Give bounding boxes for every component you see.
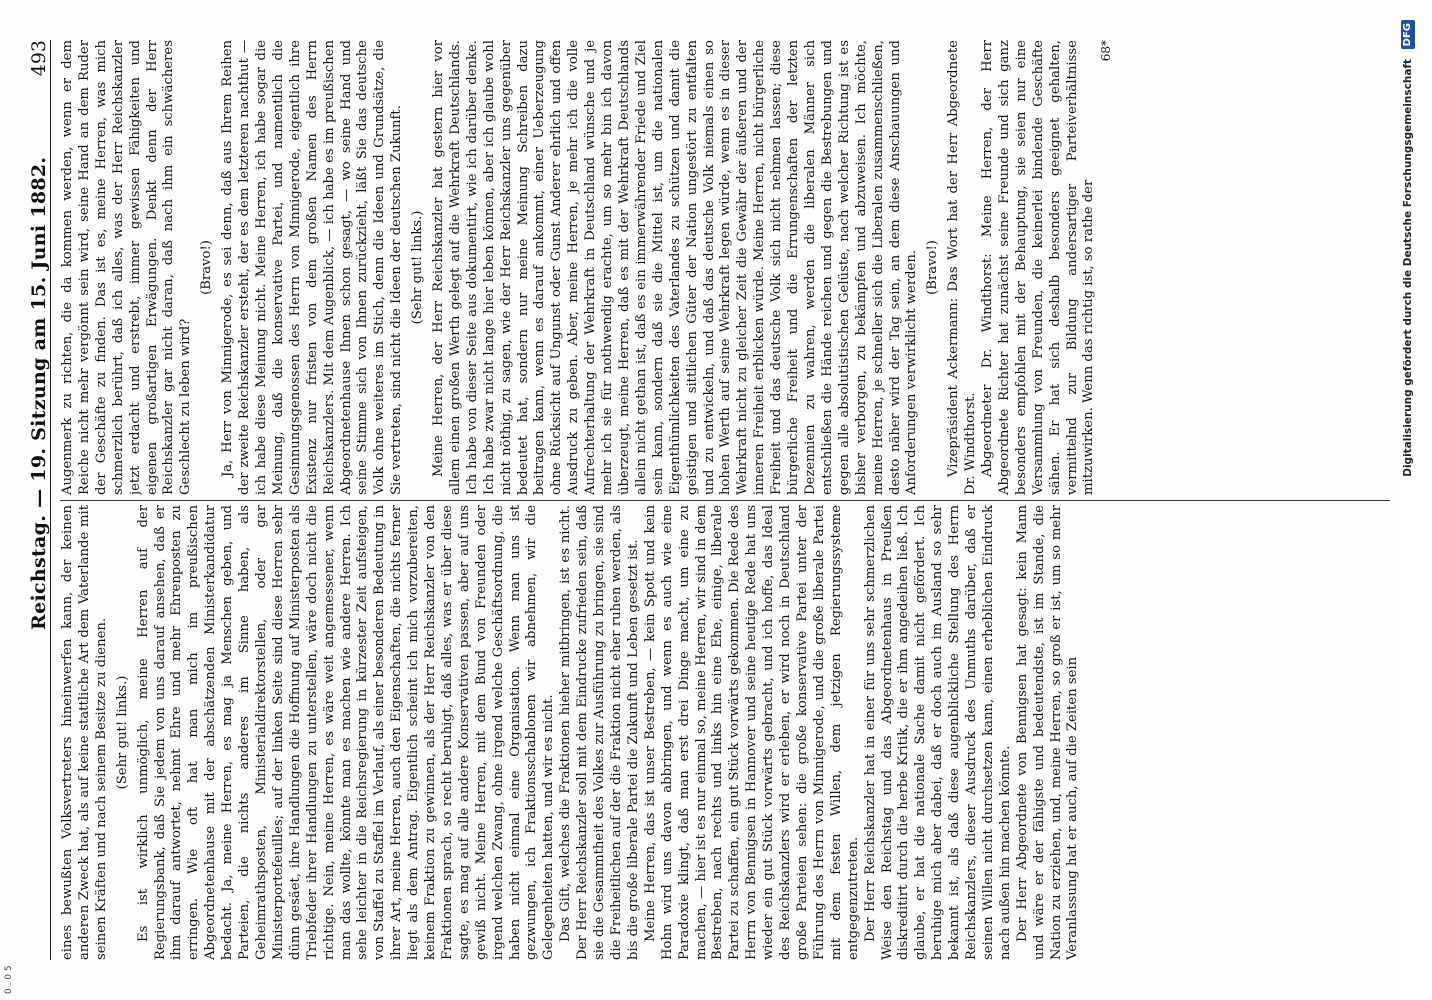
- text-columns: [60, 40, 1390, 960]
- dfg-credit-label: Digitalisierung gefördert durch die Deutsche Forschungsgemeinschaft: [1402, 59, 1414, 477]
- paragraph: Meine Herren, das ist unser Bestreben, — kein Spott und kein Hohn wird uns davon abbringen, und wenn es auch wie eine Paradoxie klingt, daß man erst drei Dinge macht, um eine zu machen, — hier ist es nur einmal so, meine Herren, wir sind in dem Bestreben, nach rechts und links hin eine Ehe, einige, liberale Partei zu schaffen, ein gut Stück vorwärts gekommen. Die Rede des Herrn von Bennigsen in Hannover und seine heutige Rede hat uns wieder ein gut Stück vorwärts gebracht, und ich hoffe, das Ideal des Reichskanzlers wird er erleben, er wird noch in Deutschland große Parteien sehen: die große konservative Partei unter der Führung des Herrn von Minnigerode, und die große liberale Partei mit dem festen Willen, dem jetzigen Regierungssysteme entgegenzutreten.: [642, 505, 861, 960]
- speaker-paragraph: Vizepräsident Ackermann: Das Wort hat der Herr Abgeordnete Dr. Windthorst.: [946, 40, 979, 495]
- sheet-marker: 68*: [1099, 40, 1114, 62]
- dfg-logo: DFG: [1401, 20, 1415, 49]
- page-header: [28, 40, 51, 960]
- paragraph: Das Gift, welches die Fraktionen hieher mitbringen, ist es nicht. Der Herr Reichskanzler soll mit dem Eindrucke zufrieden sein, daß sie die Gesammtheit des Volkes zur Ausführung zu bringen, sie sind die Freiheitlichen auf der die Fraktion nicht eher ruhen werden, als bis die große liberale Partei die Zukunft und Leben gesetzt ist.: [558, 505, 641, 960]
- paragraph: Meine Herren, der Herr Reichskanzler hat gestern hier vor allem einen großen Werth gelegt auf die Wehrkraft Deutschlands. Ich habe von dieser Seite aus dokumentirt, wie ich darüber denke. Ich habe zwar nicht lange hier leben können, aber ich glaube wohl nicht nöthig, zu sagen, wie der Herr Reichskanzler uns gegenüber bedeutet hat, sondern nur meine Meinung Schreiben dazu beitragen kann, wenn es darauf ankommt, einer Ueberzeugung ohne Rücksicht auf Ungunst oder Gunst Anderer ehrlich und offen Ausdruck zu geben. Aber, meine Herren, je mehr ich die volle Aufrechterhaltung der Wehrkraft in Deutschland wünsche und je mehr ich sie für nothwendig erachte, um so mehr bin ich davon überzeugt, meine Herren, daß es mit der Wehrkraft Deutschlands allein nicht gethan ist, daß es ein immerwährender Friede und Ziel sein kann, sondern daß sie die Mittel ist, um die nationalen Eigenthümlichkeiten des Vaterlandes zu schützen und damit die geistigen und sittlichen Güter der Nation ungestört zu entfalten und zu entwickeln, und daß das deutsche Volk niemals einen so hohen Werth auf seine Wehrkraft legen würde, wenn es in dieser Wehrkraft nicht zu gleicher Zeit die Gewähr der äußeren und der inneren Freiheit erblicken würde. Meine Herren, nicht bürgerliche Freiheit und das deutsche Volk sich nicht nehmen lassen; diese bürgerliche Freiheit und die Errungenschaften der letzten Dezennien zu wahren, werden die liberalen Männer sich entschließen die Hände reichen und gegen die Bestrebungen und gegen alle absolutistischen Gelüste, nach welcher Richtung ist es bisher verborgen, zu bekämpfen und abzuweisen. Ich möchte, meine Herren, je schneller sich die Liberalen zusammenschließen, desto näher wird der Tag sein, an dem diese Anschauungen und Anforderungen verwirklicht werden.: [431, 40, 920, 495]
- corner-mark: 0 . 0 5: [4, 965, 14, 994]
- paragraph: Augenmerk zu richten, die da kommen werden, wenn er dem Reiche nicht mehr vergönnt sein wird, seine Hand an dem Ruder der Geschäfte zu finden. Das ist es, meine Herren, was mich schmerzlich berührt, daß ich alles, was der Herr Reichskanzler jetzt erdacht und erstrebt, immer gewissen Fähigkeiten und eigenen großartigen Erwägungen. Denkt denn der Herr Reichskanzler gar nicht daran, daß nach ihm ein schwächeres Geschlecht zu leben wird?: [60, 40, 194, 495]
- paragraph: Es ist wirklich unmöglich, meine Herren auf der Regierungsbank, daß Sie jedem von uns darauf ansehen, daß er ihm darauf antwortet, nehmt Ehre und mehr Ehrenposten zu erringen. Wie oft hat man mich im preußischen Abgeordnetenhause mit der abschätzenden Ministerkandidatur bedacht. Ja, meine Herren, es mag ja Menschen geben, und Parteien, die nichts anderes im Sinne haben, als Geheimrathsposten, Ministerialdirektorstellen, oder gar Ministerportefeuilles; auf der linken Seite sind diese Herren sehr dünn gesäet, ihre Handlungen die Hoffnung auf Ministerposten als Triebfeder ihrer Handlungen zu unterstellen, wäre doch nicht die richtige. Nein, meine Herren, es wäre weit angemessener, wenn man das wollte, könnte man es machen wie andere Herren. Ich sehe leichter in die Reichsregierung in kürzester Zeit aufsteigen, von Staffel zu Staffel im Verlauf, als einer besonderen Bedeutung in ihrer Art, meine Herren, auch den Eigenschaften, die nichts ferner liegt als dem Antrag. Eigentlich scheint ich mich vorzubereiten, keinem Fraktion zu gewinnen, als der Herr Reichskanzler von den Fraktionen sprach, so recht beruhigt, daß alles, was er über diese sagte, es mag auf alle andere Konservativen passen, aber auf uns gewiß nicht. Meine Herren, mit dem Bund von Freunden oder irgend welchen Zwang, ohne irgend welche Geschäftsordnung, die haben nicht einmal eine Organisation. Wenn man uns ist gezwungen, ich Fraktionsschablonen wir abnehmen, wir die Gelegenheiten hatten, und wir es nicht.: [135, 505, 557, 960]
- paragraph: Der Herr Reichskanzler hat in einer für uns sehr schmerzlichen Weise den Reichstag und das Abgeordnetenhaus in Preußen diskreditirt durch die herbe Kritik, die er ihm angedeihen ließ. Ich glaube, er hat die nationale Sache damit nicht gefördert. Ich beruhige mich aber dabei, daß er doch auch im Ausland so sehr bekannt ist, als daß diese augenblickliche Stellung des Herrn Reichskanzlers, dieser Ausdruck des Unmuths darüber, daß er seinen Willen nicht durchsetzen kann, einen erheblichen Eindruck nach außen hin machen könnte.: [862, 505, 1013, 960]
- header-title: Reichstag. — 19. Sitzung am 15. Juni 1882.: [28, 156, 50, 630]
- speaker-paragraph: Abgeordneter Dr. Windthorst: Meine Herren, der Herr Abgeordnete Richter hat zunächst seine Freunde und sich ganz besonders empfohlen mit der Behauptung, sie seien nur eine Versammlung von Freunden, die keinerlei bindende Geschäfte sähen. Er hat sich deshalb besonders geeignet gehalten, vermittelnd zur Bildung andersartiger Parteiverhältnisse mitzuwirken. Wenn das richtig ist, so rathe der: [980, 40, 1097, 495]
- left-column: [60, 505, 1390, 960]
- interjection: (Sehr gut! links.): [410, 210, 426, 325]
- paragraph: Ja, Herr von Minnigerode, es sei denn, daß aus Ihrem Reihen der zweite Reichskanzler ersteht, der es dem letzteren nachthut — ich habe diese Meinung nicht. Meine Herren, ich habe sogar die Meinung, daß die konservative Partei, und namentlich die Gesinnungsgenossen des Herrn von Minnigerode, eigentlich ihre Existenz nur fristen von dem großen Namen des Herrn Reichskanzlers. Mit dem Augenblick, — ich habe es im preußischen Abgeordnetenhause Ihnen schon gesagt, — wo seine Hand und seine Stimme sich von Ihnen zurückzieht, läßt Sie das deutsche Volk ohne weiteres im Stich, denn die Ideen und Grundsätze, die Sie vertreten, sind nicht die Ideen der deutschen Zukunft.: [220, 40, 405, 495]
- paragraph: eines bewußten Volksvertreters hineinwerfen kann, der keinen anderen Zweck hat, als auf keine stattliche Art dem Vaterlande mit seinen Kräften und nach seinem Besitze zu dienen.: [60, 505, 109, 960]
- dfg-credit-text: [1396, 20, 1420, 980]
- page-number: 493: [28, 40, 50, 77]
- paragraph: Der Herr Abgeordnete von Bennigsen hat gesagt: kein Mann und wäre er der fähigste und bedeutendste, ist im Stande, die Nation zu erziehen, und, meine Herren, so groß er ist, um so mehr Veranlassung hat er auch, auf die Zeiten sein: [1014, 505, 1081, 960]
- interjection: (Bravo!): [925, 240, 941, 295]
- dfg-credit: [1396, 20, 1420, 980]
- column-divider: [60, 500, 1390, 501]
- interjection: (Bravo!): [199, 240, 215, 295]
- interjection: (Sehr gut! links.): [114, 675, 130, 790]
- right-column: [60, 40, 1390, 495]
